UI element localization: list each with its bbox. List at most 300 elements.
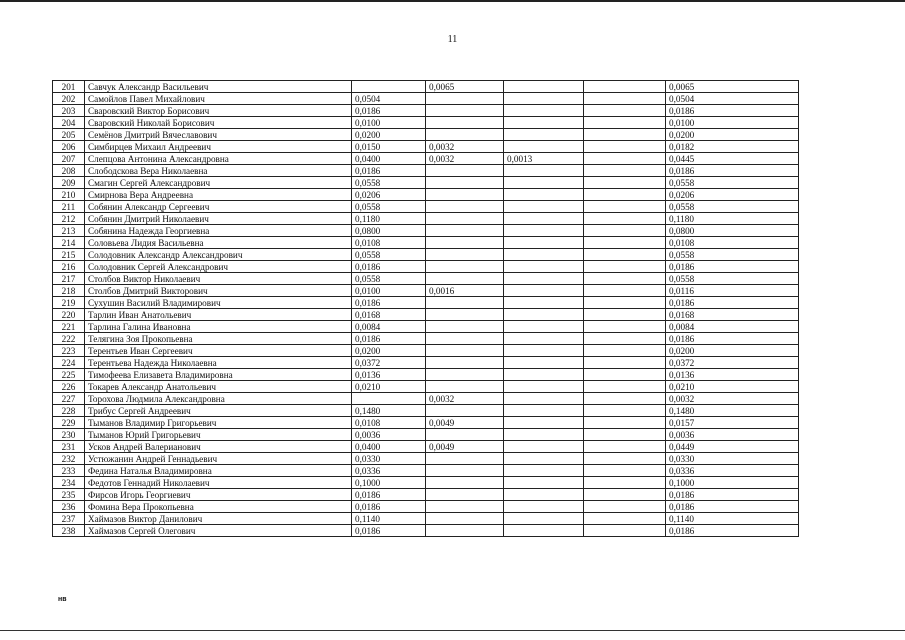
row-number: 234 xyxy=(53,477,85,489)
share-col-3 xyxy=(504,417,584,429)
share-col-2 xyxy=(426,237,504,249)
table-row xyxy=(53,177,799,189)
share-col-3 xyxy=(504,189,584,201)
share-total: 0,0186 xyxy=(666,261,799,273)
share-col-3 xyxy=(504,477,584,489)
share-col-3 xyxy=(504,345,584,357)
table-row xyxy=(53,297,799,309)
share-col-3: 0,0013 xyxy=(504,153,584,165)
row-number: 212 xyxy=(53,213,85,225)
share-col-1: 0,0186 xyxy=(352,297,426,309)
row-number: 233 xyxy=(53,465,85,477)
table-row xyxy=(53,417,799,429)
share-col-1: 0,0186 xyxy=(352,525,426,537)
row-number: 204 xyxy=(53,117,85,129)
share-col-2 xyxy=(426,429,504,441)
share-col-4 xyxy=(584,453,666,465)
share-col-3 xyxy=(504,225,584,237)
table-row xyxy=(53,237,799,249)
row-number: 202 xyxy=(53,93,85,105)
share-col-1: 0,0186 xyxy=(352,261,426,273)
person-name: Смагин Сергей Александрович xyxy=(85,177,352,189)
share-total: 0,0558 xyxy=(666,201,799,213)
table-row xyxy=(53,381,799,393)
share-total: 0,0558 xyxy=(666,273,799,285)
share-col-1: 0,0108 xyxy=(352,417,426,429)
share-col-4 xyxy=(584,93,666,105)
table-row xyxy=(53,261,799,273)
person-name: Слепцова Антонина Александровна xyxy=(85,153,352,165)
row-number: 210 xyxy=(53,189,85,201)
share-col-2 xyxy=(426,369,504,381)
share-col-2 xyxy=(426,321,504,333)
person-name: Самойлов Павел Михайлович xyxy=(85,93,352,105)
share-col-2 xyxy=(426,513,504,525)
share-col-1 xyxy=(352,81,426,93)
share-col-4 xyxy=(584,369,666,381)
share-col-4 xyxy=(584,129,666,141)
share-col-1: 0,0108 xyxy=(352,237,426,249)
share-col-4 xyxy=(584,81,666,93)
share-col-2 xyxy=(426,129,504,141)
table-row xyxy=(53,309,799,321)
share-col-2 xyxy=(426,165,504,177)
share-col-4 xyxy=(584,441,666,453)
page-number: 11 xyxy=(447,34,458,45)
person-name: Тыманов Юрий Григорьевич xyxy=(85,429,352,441)
person-name: Солодовник Александр Александрович xyxy=(85,249,352,261)
share-total: 0,1180 xyxy=(666,213,799,225)
share-col-3 xyxy=(504,117,584,129)
share-total: 0,0372 xyxy=(666,357,799,369)
person-name: Усков Андрей Валерианович xyxy=(85,441,352,453)
share-col-3 xyxy=(504,129,584,141)
person-name: Трибус Сергей Андреевич xyxy=(85,405,352,417)
person-name: Телягина Зоя Прокопьевна xyxy=(85,333,352,345)
share-col-4 xyxy=(584,489,666,501)
share-col-4 xyxy=(584,225,666,237)
share-col-3 xyxy=(504,321,584,333)
row-number: 205 xyxy=(53,129,85,141)
person-name: Федина Наталья Владимировна xyxy=(85,465,352,477)
share-col-2: 0,0032 xyxy=(426,393,504,405)
share-col-1: 0,0036 xyxy=(352,429,426,441)
share-total: 0,0186 xyxy=(666,297,799,309)
share-col-4 xyxy=(584,345,666,357)
person-name: Токарев Александр Анатольевич xyxy=(85,381,352,393)
share-total: 0,0108 xyxy=(666,237,799,249)
table-row xyxy=(53,93,799,105)
share-col-4 xyxy=(584,177,666,189)
share-col-4 xyxy=(584,525,666,537)
row-number: 221 xyxy=(53,321,85,333)
share-total: 0,0200 xyxy=(666,345,799,357)
share-col-3 xyxy=(504,273,584,285)
share-col-3 xyxy=(504,489,584,501)
share-col-1: 0,1180 xyxy=(352,213,426,225)
row-number: 215 xyxy=(53,249,85,261)
shareholder-table xyxy=(52,80,799,537)
person-name: Устюжанин Андрей Геннадьевич xyxy=(85,453,352,465)
share-col-2 xyxy=(426,333,504,345)
share-total: 0,0200 xyxy=(666,129,799,141)
share-col-3 xyxy=(504,105,584,117)
share-col-2 xyxy=(426,213,504,225)
share-col-3 xyxy=(504,465,584,477)
table-row xyxy=(53,201,799,213)
table-row xyxy=(53,429,799,441)
table-row xyxy=(53,225,799,237)
person-name: Собянин Александр Сергеевич xyxy=(85,201,352,213)
person-name: Сваровский Николай Борисович xyxy=(85,117,352,129)
share-col-3 xyxy=(504,369,584,381)
share-col-4 xyxy=(584,465,666,477)
share-col-2 xyxy=(426,249,504,261)
share-col-2 xyxy=(426,489,504,501)
share-col-3 xyxy=(504,405,584,417)
share-col-4 xyxy=(584,381,666,393)
person-name: Фомина Вера Прокопьевна xyxy=(85,501,352,513)
share-col-2 xyxy=(426,381,504,393)
share-col-1: 0,0400 xyxy=(352,441,426,453)
share-col-2 xyxy=(426,177,504,189)
share-col-2 xyxy=(426,93,504,105)
person-name: Симбирцев Михаил Андреевич xyxy=(85,141,352,153)
share-col-1: 0,0186 xyxy=(352,501,426,513)
share-col-4 xyxy=(584,189,666,201)
person-name: Хаймазов Сергей Олегович xyxy=(85,525,352,537)
table-row xyxy=(53,285,799,297)
share-total: 0,0036 xyxy=(666,429,799,441)
share-col-1: 0,0558 xyxy=(352,177,426,189)
share-col-4 xyxy=(584,321,666,333)
person-name: Столбов Дмитрий Викторович xyxy=(85,285,352,297)
share-col-4 xyxy=(584,201,666,213)
share-col-4 xyxy=(584,309,666,321)
share-col-1: 0,0504 xyxy=(352,93,426,105)
person-name: Фирсов Игорь Георгиевич xyxy=(85,489,352,501)
share-col-2 xyxy=(426,405,504,417)
share-total: 0,0084 xyxy=(666,321,799,333)
table-row xyxy=(53,153,799,165)
share-total: 0,0449 xyxy=(666,441,799,453)
share-col-4 xyxy=(584,429,666,441)
row-number: 203 xyxy=(53,105,85,117)
share-col-2 xyxy=(426,117,504,129)
share-col-4 xyxy=(584,417,666,429)
bottom-scan-edge xyxy=(0,630,905,631)
share-total: 0,0065 xyxy=(666,81,799,93)
person-name: Терентьев Иван Сергеевич xyxy=(85,345,352,357)
share-total: 0,0186 xyxy=(666,333,799,345)
person-name: Смирнова Вера Андреевна xyxy=(85,189,352,201)
share-col-3 xyxy=(504,381,584,393)
share-col-2 xyxy=(426,525,504,537)
table-row xyxy=(53,357,799,369)
share-col-3 xyxy=(504,513,584,525)
share-col-3 xyxy=(504,141,584,153)
row-number: 208 xyxy=(53,165,85,177)
share-col-3 xyxy=(504,309,584,321)
table-row xyxy=(53,453,799,465)
share-col-2: 0,0049 xyxy=(426,417,504,429)
share-total: 0,0157 xyxy=(666,417,799,429)
share-col-3 xyxy=(504,297,584,309)
share-col-4 xyxy=(584,357,666,369)
share-col-3 xyxy=(504,453,584,465)
table-row xyxy=(53,369,799,381)
row-number: 224 xyxy=(53,357,85,369)
share-col-4 xyxy=(584,285,666,297)
share-col-1: 0,0558 xyxy=(352,273,426,285)
share-col-2 xyxy=(426,189,504,201)
row-number: 223 xyxy=(53,345,85,357)
row-number: 227 xyxy=(53,393,85,405)
person-name: Терентьева Надежда Николаевна xyxy=(85,357,352,369)
share-col-3 xyxy=(504,177,584,189)
person-name: Собянин Дмитрий Николаевич xyxy=(85,213,352,225)
row-number: 201 xyxy=(53,81,85,93)
share-total: 0,0558 xyxy=(666,249,799,261)
share-col-3 xyxy=(504,357,584,369)
table-row xyxy=(53,117,799,129)
table-row xyxy=(53,81,799,93)
table-row xyxy=(53,489,799,501)
share-col-3 xyxy=(504,93,584,105)
share-col-2 xyxy=(426,309,504,321)
share-col-1: 0,0210 xyxy=(352,381,426,393)
share-total: 0,0800 xyxy=(666,225,799,237)
table-row xyxy=(53,213,799,225)
row-number: 230 xyxy=(53,429,85,441)
row-number: 216 xyxy=(53,261,85,273)
row-number: 235 xyxy=(53,489,85,501)
share-col-2 xyxy=(426,345,504,357)
share-col-1 xyxy=(352,393,426,405)
share-col-2 xyxy=(426,453,504,465)
person-name: Соловьева Лидия Васильевна xyxy=(85,237,352,249)
share-col-1: 0,1480 xyxy=(352,405,426,417)
share-col-1: 0,0800 xyxy=(352,225,426,237)
share-col-4 xyxy=(584,297,666,309)
share-col-1: 0,0186 xyxy=(352,165,426,177)
share-col-2 xyxy=(426,477,504,489)
footer-mark: нв xyxy=(58,596,67,603)
table-row xyxy=(53,465,799,477)
share-col-4 xyxy=(584,333,666,345)
share-total: 0,0186 xyxy=(666,501,799,513)
row-number: 214 xyxy=(53,237,85,249)
share-total: 0,0336 xyxy=(666,465,799,477)
row-number: 219 xyxy=(53,297,85,309)
share-col-2 xyxy=(426,201,504,213)
share-total: 0,1480 xyxy=(666,405,799,417)
table-row xyxy=(53,273,799,285)
person-name: Сваровский Виктор Борисович xyxy=(85,105,352,117)
table-row xyxy=(53,345,799,357)
share-total: 0,0186 xyxy=(666,525,799,537)
share-col-1: 0,0558 xyxy=(352,201,426,213)
share-col-3 xyxy=(504,81,584,93)
table-row xyxy=(53,129,799,141)
share-col-2 xyxy=(426,261,504,273)
row-number: 209 xyxy=(53,177,85,189)
share-col-4 xyxy=(584,501,666,513)
row-number: 225 xyxy=(53,369,85,381)
table-row xyxy=(53,105,799,117)
person-name: Тарлина Галина Ивановна xyxy=(85,321,352,333)
table-body xyxy=(53,81,799,537)
share-col-1: 0,0150 xyxy=(352,141,426,153)
share-col-1: 0,0168 xyxy=(352,309,426,321)
share-col-2: 0,0065 xyxy=(426,81,504,93)
share-col-4 xyxy=(584,477,666,489)
share-col-3 xyxy=(504,249,584,261)
share-total: 0,0445 xyxy=(666,153,799,165)
person-name: Федотов Геннадий Николаевич xyxy=(85,477,352,489)
person-name: Тарлин Иван Анатольевич xyxy=(85,309,352,321)
share-col-3 xyxy=(504,165,584,177)
person-name: Хаймазов Виктор Данилович xyxy=(85,513,352,525)
person-name: Собянина Надежда Георгиевна xyxy=(85,225,352,237)
person-name: Солодовник Сергей Александрович xyxy=(85,261,352,273)
share-col-1: 0,0186 xyxy=(352,105,426,117)
share-col-3 xyxy=(504,237,584,249)
table-row xyxy=(53,513,799,525)
share-col-2: 0,0016 xyxy=(426,285,504,297)
row-number: 220 xyxy=(53,309,85,321)
share-col-2 xyxy=(426,225,504,237)
share-total: 0,0116 xyxy=(666,285,799,297)
share-col-1: 0,1000 xyxy=(352,477,426,489)
share-col-4 xyxy=(584,153,666,165)
share-col-4 xyxy=(584,273,666,285)
table-row xyxy=(53,393,799,405)
row-number: 207 xyxy=(53,153,85,165)
row-number: 206 xyxy=(53,141,85,153)
share-col-1: 0,1140 xyxy=(352,513,426,525)
share-total: 0,0100 xyxy=(666,117,799,129)
share-total: 0,0186 xyxy=(666,105,799,117)
share-total: 0,1140 xyxy=(666,513,799,525)
share-col-1: 0,0330 xyxy=(352,453,426,465)
share-col-4 xyxy=(584,393,666,405)
share-col-1: 0,0136 xyxy=(352,369,426,381)
row-number: 237 xyxy=(53,513,85,525)
row-number: 213 xyxy=(53,225,85,237)
share-col-4 xyxy=(584,261,666,273)
share-total: 0,0136 xyxy=(666,369,799,381)
table-row xyxy=(53,405,799,417)
person-name: Столбов Виктор Николаевич xyxy=(85,273,352,285)
share-col-3 xyxy=(504,525,584,537)
row-number: 211 xyxy=(53,201,85,213)
share-col-2 xyxy=(426,465,504,477)
share-col-1: 0,0200 xyxy=(352,345,426,357)
person-name: Тимофеева Елизавета Владимировна xyxy=(85,369,352,381)
share-col-2 xyxy=(426,297,504,309)
table-row xyxy=(53,477,799,489)
share-col-2: 0,0032 xyxy=(426,141,504,153)
share-col-4 xyxy=(584,405,666,417)
share-col-3 xyxy=(504,441,584,453)
table-row xyxy=(53,321,799,333)
person-name: Слободскова Вера Николаевна xyxy=(85,165,352,177)
person-name: Семёнов Дмитрий Вячеславович xyxy=(85,129,352,141)
share-col-1: 0,0206 xyxy=(352,189,426,201)
person-name: Савчук Александр Васильевич xyxy=(85,81,352,93)
table-row xyxy=(53,333,799,345)
share-col-3 xyxy=(504,261,584,273)
table-row xyxy=(53,189,799,201)
share-total: 0,0210 xyxy=(666,381,799,393)
person-name: Торохова Людмила Александровна xyxy=(85,393,352,405)
share-col-1: 0,0200 xyxy=(352,129,426,141)
share-col-3 xyxy=(504,501,584,513)
share-col-1: 0,0558 xyxy=(352,249,426,261)
row-number: 232 xyxy=(53,453,85,465)
table-row xyxy=(53,501,799,513)
share-total: 0,0330 xyxy=(666,453,799,465)
table-row xyxy=(53,441,799,453)
row-number: 229 xyxy=(53,417,85,429)
share-col-1: 0,0400 xyxy=(352,153,426,165)
share-col-1: 0,0186 xyxy=(352,333,426,345)
share-col-3 xyxy=(504,213,584,225)
row-number: 236 xyxy=(53,501,85,513)
share-col-1: 0,0100 xyxy=(352,285,426,297)
share-col-3 xyxy=(504,429,584,441)
share-col-4 xyxy=(584,237,666,249)
share-col-4 xyxy=(584,117,666,129)
share-total: 0,0186 xyxy=(666,489,799,501)
row-number: 228 xyxy=(53,405,85,417)
top-scan-edge xyxy=(0,0,905,2)
row-number: 226 xyxy=(53,381,85,393)
row-number: 217 xyxy=(53,273,85,285)
row-number: 218 xyxy=(53,285,85,297)
person-name: Сухушин Василий Владимирович xyxy=(85,297,352,309)
share-total: 0,0206 xyxy=(666,189,799,201)
share-total: 0,1000 xyxy=(666,477,799,489)
share-col-2: 0,0032 xyxy=(426,153,504,165)
share-col-1: 0,0084 xyxy=(352,321,426,333)
share-total: 0,0182 xyxy=(666,141,799,153)
share-col-2 xyxy=(426,105,504,117)
share-col-1: 0,0186 xyxy=(352,489,426,501)
share-col-1: 0,0372 xyxy=(352,357,426,369)
table-row xyxy=(53,525,799,537)
share-total: 0,0558 xyxy=(666,177,799,189)
share-col-3 xyxy=(504,393,584,405)
share-total: 0,0186 xyxy=(666,165,799,177)
share-total: 0,0032 xyxy=(666,393,799,405)
row-number: 222 xyxy=(53,333,85,345)
share-col-4 xyxy=(584,105,666,117)
share-total: 0,0504 xyxy=(666,93,799,105)
share-col-1: 0,0336 xyxy=(352,465,426,477)
share-col-3 xyxy=(504,333,584,345)
share-col-4 xyxy=(584,165,666,177)
table-row xyxy=(53,249,799,261)
share-col-2: 0,0049 xyxy=(426,441,504,453)
share-col-3 xyxy=(504,285,584,297)
share-col-3 xyxy=(504,201,584,213)
row-number: 238 xyxy=(53,525,85,537)
share-total: 0,0168 xyxy=(666,309,799,321)
share-col-2 xyxy=(426,273,504,285)
share-col-1: 0,0100 xyxy=(352,117,426,129)
